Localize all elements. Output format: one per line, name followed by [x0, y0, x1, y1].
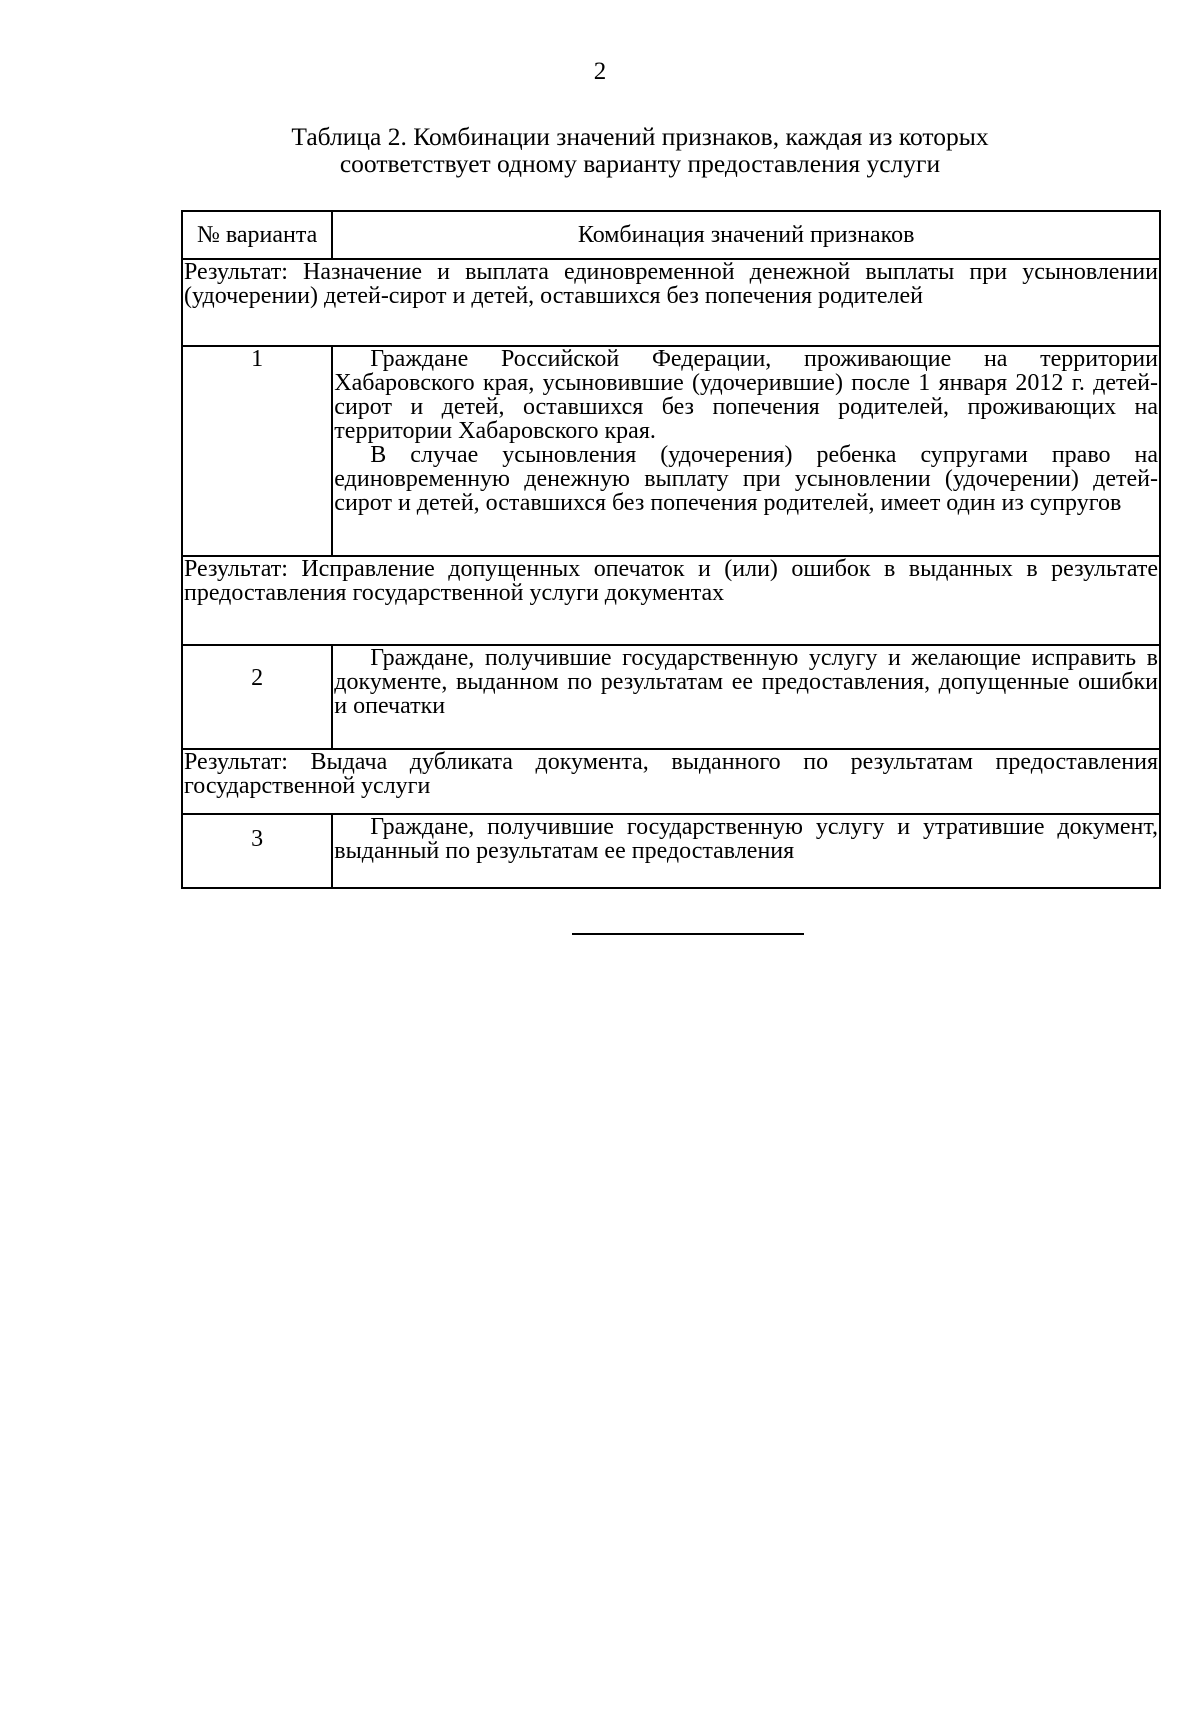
variant-conditions: [332, 346, 1160, 556]
result-row: [182, 259, 1160, 346]
table-title-line-2: соответствует одному варианту предоставления услуги: [339, 149, 941, 178]
result-row: [182, 749, 1160, 814]
result-text: Результат: Выдача дубликата документа, выданного по результатам предоставления государственной услуги: [182, 749, 1160, 814]
result-row: [182, 556, 1160, 645]
table-title-line-1: Таблица 2. Комбинации значений признаков, каждая из которых: [291, 122, 989, 151]
table-title: [200, 123, 1080, 177]
header-combination: Комбинация значений признаков: [332, 211, 1160, 259]
variant-conditions: [332, 645, 1160, 749]
header-variant-number: № варианта: [182, 211, 332, 259]
condition-paragraph: Граждане, получившие государственную услугу и желающие исправить в документе, выданном по результатам ее предоставления, допущенные ошибки и опечатки: [334, 645, 1158, 719]
variant-number: 1: [182, 346, 332, 556]
closing-divider: [572, 933, 804, 935]
variant-number: 2: [182, 645, 332, 749]
table-header-row: [182, 211, 1160, 259]
variant-conditions: [332, 814, 1160, 888]
condition-paragraph: В случае усыновления (удочерения) ребенка супругами право на единовременную денежную выплату при усыновлении (удочерении) детей-сирот и детей, оставшихся без попечения родителей, имеет один из супругов: [334, 442, 1158, 516]
variant-row: [182, 814, 1160, 888]
result-text: Результат: Исправление допущенных опечаток и (или) ошибок в выданных в результате предоставления государственной услуги документах: [182, 556, 1160, 645]
page-number: 2: [593, 58, 607, 85]
condition-paragraph: Граждане Российской Федерации, проживающие на территории Хабаровского края, усыновившие (удочерившие) после 1 января 2012 г. детей-сирот и детей, оставшихся без попечения родителей, проживающих на территории Хабаровского края.: [334, 346, 1158, 444]
result-text: Результат: Назначение и выплата единовременной денежной выплаты при усыновлении (удочерении) детей-сирот и детей, оставшихся без попечения родителей: [182, 259, 1160, 346]
variants-table: [181, 210, 1161, 889]
variant-row: [182, 346, 1160, 556]
variant-row: [182, 645, 1160, 749]
variant-number: 3: [182, 814, 332, 888]
condition-paragraph: Граждане, получившие государственную услугу и утратившие документ, выданный по результатам ее предоставления: [334, 814, 1158, 864]
